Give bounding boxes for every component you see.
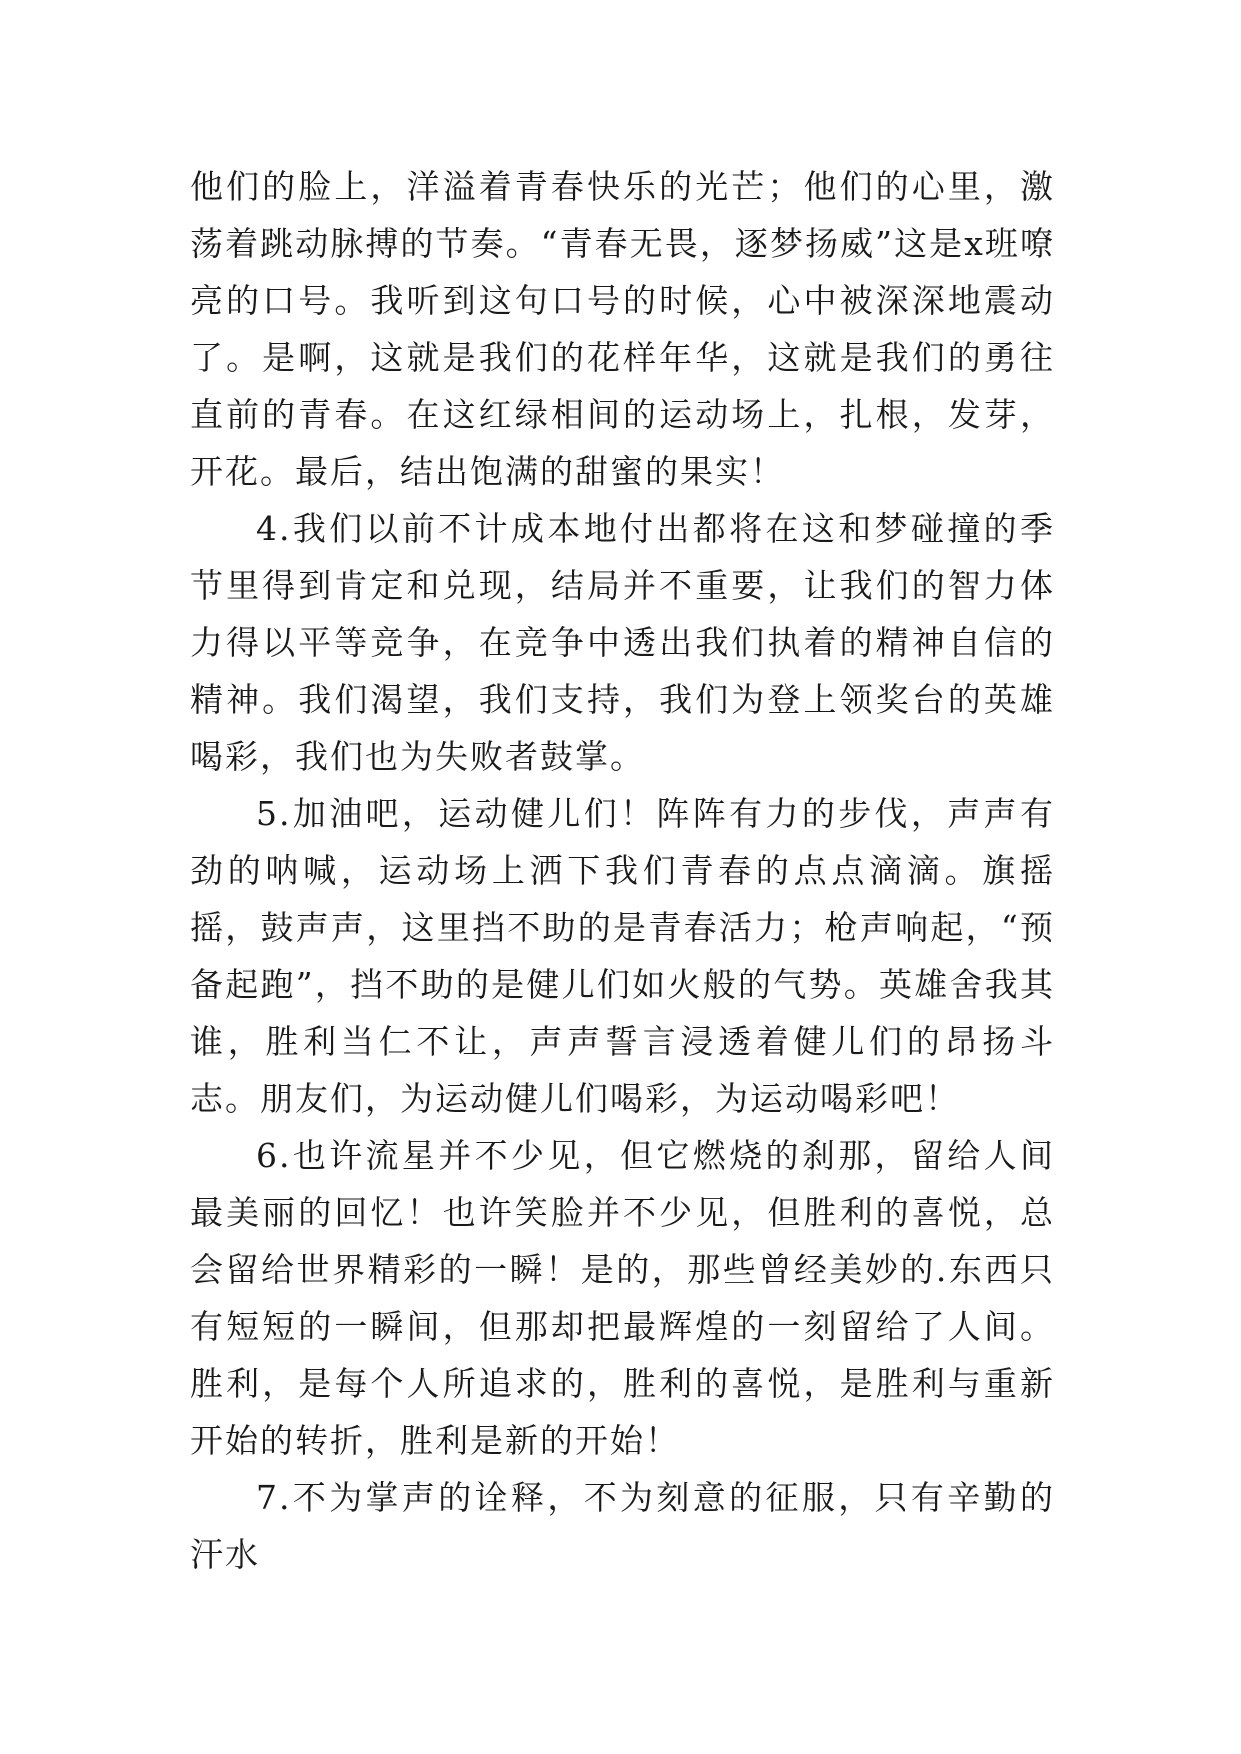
paragraph-item-5: 5.加油吧，运动健儿们！阵阵有力的步伐，声声有劲的呐喊，运动场上洒下我们青春的点点滴滴。旗摇摇，鼓声声，这里挡不助的是青春活力；枪声响起，“预备起跑”，挡不助的是健儿们如火般的气势。英雄舍我其谁，胜利当仁不让，声声誓言浸透着健儿们的昂扬斗志。朋友们，为运动健儿们喝彩，为运动喝彩吧！ <box>190 794 1055 1118</box>
paragraph-item-7: 7.不为掌声的诠释，不为刻意的征服，只有辛勤的汗水 <box>190 1478 1055 1574</box>
paragraph-item-6: 6.也许流星并不少见，但它燃烧的刹那，留给人间最美丽的回忆！也许笑脸并不少见，但胜利的喜悦，总会留给世界精彩的一瞬！是的，那些曾经美妙的.东西只有短短的一瞬间，但那却把最辉煌的一刻留给了人间。胜利，是每个人所追求的，胜利的喜悦，是胜利与重新开始的转折，胜利是新的开始！ <box>190 1136 1055 1460</box>
document-body <box>190 158 1055 1583</box>
paragraph-item-4: 4.我们以前不计成本地付出都将在这和梦碰撞的季节里得到肯定和兑现，结局并不重要，让我们的智力体力得以平等竞争，在竞争中透出我们执着的精神自信的精神。我们渴望，我们支持，我们为登上领奖台的英雄喝彩，我们也为失败者鼓掌。 <box>190 509 1055 776</box>
paragraph-intro: 他们的脸上，洋溢着青春快乐的光芒；他们的心里，激荡着跳动脉搏的节奏。“青春无畏，逐梦扬威”这是x班嘹亮的口号。我听到这句口号的时候，心中被深深地震动了。是啊，这就是我们的花样年华，这就是我们的勇往直前的青春。在这红绿相间的运动场上，扎根，发芽，开花。最后，结出饱满的甜蜜的果实！ <box>190 167 1055 491</box>
